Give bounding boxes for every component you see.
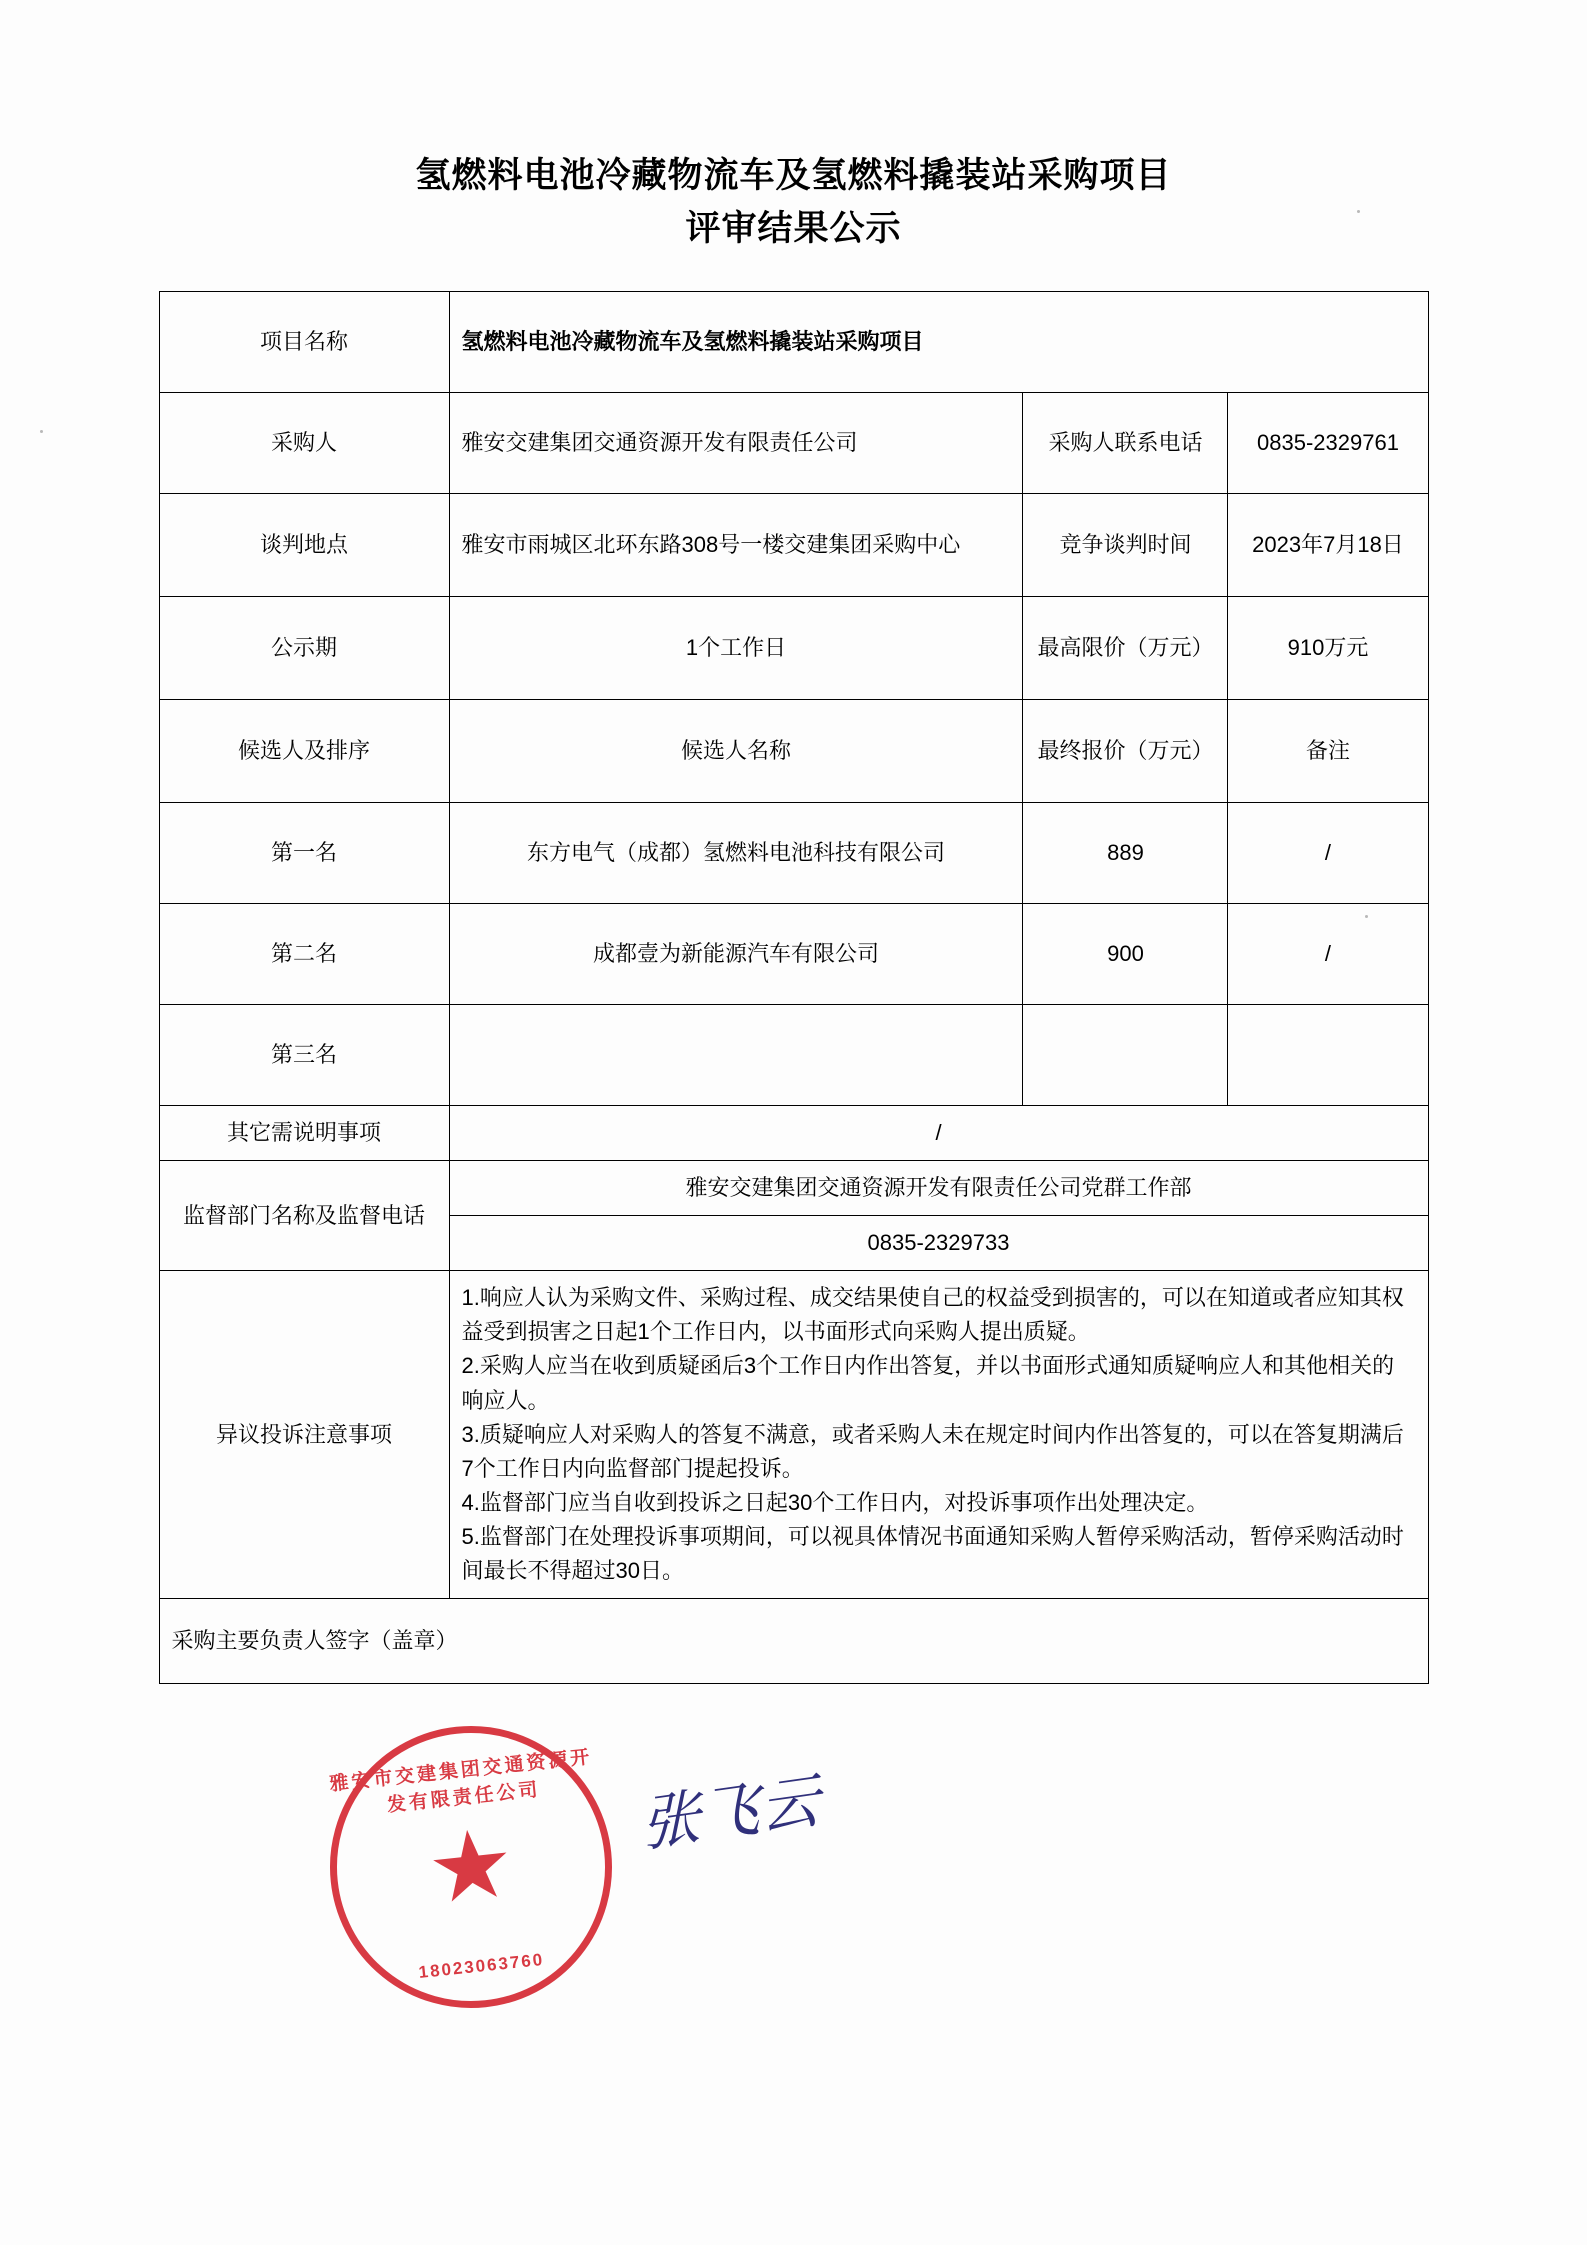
- project-name-label: 项目名称: [159, 292, 449, 393]
- purchaser-value: 雅安交建集团交通资源开发有限责任公司: [449, 393, 1023, 494]
- seal-bottom-text: 18023063760: [417, 1949, 546, 1982]
- complaint-label: 异议投诉注意事项: [159, 1271, 449, 1599]
- table-row-signature: [159, 1599, 1428, 1684]
- negotiation-time-label: 竞争谈判时间: [1023, 494, 1228, 597]
- final-quote-label: 最终报价（万元）: [1023, 700, 1228, 803]
- candidate-quote-2: 900: [1023, 904, 1228, 1005]
- complaint-item-3: 3.质疑响应人对采购人的答复不满意，或者采购人未在规定时间内作出答复的，可以在答复期满后7个工作日内向监督部门提起投诉。: [461, 1421, 1404, 1481]
- table-row-candidate-2: [159, 904, 1428, 1005]
- candidate-rank-2: 第二名: [159, 904, 449, 1005]
- scan-speck: [1357, 210, 1360, 213]
- complaint-notes: [449, 1271, 1428, 1599]
- purchaser-phone-value: 0835-2329761: [1228, 393, 1428, 494]
- negotiation-place-value: 雅安市雨城区北环东路308号一楼交建集团采购中心: [449, 494, 1023, 597]
- other-notes-value: /: [449, 1106, 1428, 1161]
- complaint-item-1: 1.响应人认为采购文件、采购过程、成交结果使自己的权益受到损害的，可以在知道或者应知其权益受到损害之日起1个工作日内，以书面形式向采购人提出质疑。: [461, 1285, 1404, 1345]
- max-price-value: 910万元: [1228, 597, 1428, 700]
- table-row-supervision-dept: [159, 1161, 1428, 1216]
- table-row-candidate-1: [159, 803, 1428, 904]
- seal-top-text: 雅安市交建集团交通资源开发有限责任公司: [328, 1746, 594, 1817]
- table-row-candidate-header: [159, 700, 1428, 803]
- signature-label: 采购主要负责人签字（盖章）: [159, 1599, 1428, 1684]
- candidate-remark-3: [1228, 1005, 1428, 1106]
- table-row-project-name: [159, 292, 1428, 393]
- official-seal-stamp: [316, 1712, 626, 2022]
- result-table-wrapper: [159, 291, 1429, 1684]
- candidate-remark-1: /: [1228, 803, 1428, 904]
- negotiation-place-label: 谈判地点: [159, 494, 449, 597]
- candidate-name-1: 东方电气（成都）氢燃料电池科技有限公司: [449, 803, 1023, 904]
- candidate-name-3: [449, 1005, 1023, 1106]
- supervision-phone-value: 0835-2329733: [449, 1216, 1428, 1271]
- title-line-1: 氢燃料电池冷藏物流车及氢燃料撬装站采购项目: [415, 156, 1172, 195]
- supervision-label: 监督部门名称及监督电话: [159, 1161, 449, 1271]
- candidate-remark-2: /: [1228, 904, 1428, 1005]
- candidate-name-2: 成都壹为新能源汽车有限公司: [449, 904, 1023, 1005]
- publicity-period-value: 1个工作日: [449, 597, 1023, 700]
- supervision-dept-value: 雅安交建集团交通资源开发有限责任公司党群工作部: [449, 1161, 1428, 1216]
- publicity-period-label: 公示期: [159, 597, 449, 700]
- complaint-item-5: 5.监督部门在处理投诉事项期间，可以视具体情况书面通知采购人暂停采购活动，暂停采购活动时间最长不得超过30日。: [461, 1523, 1404, 1584]
- candidate-name-label: 候选人名称: [449, 700, 1023, 803]
- document-title: [0, 0, 1587, 255]
- table-row-candidate-3: [159, 1005, 1428, 1106]
- table-row-purchaser: [159, 393, 1428, 494]
- max-price-label: 最高限价（万元）: [1023, 597, 1228, 700]
- table-row-negotiation-place: [159, 494, 1428, 597]
- table-row-publicity-period: [159, 597, 1428, 700]
- remark-label: 备注: [1228, 700, 1428, 803]
- candidate-rank-3: 第三名: [159, 1005, 449, 1106]
- purchaser-label: 采购人: [159, 393, 449, 494]
- result-table: [159, 291, 1429, 1684]
- project-name-value: 氢燃料电池冷藏物流车及氢燃料撬装站采购项目: [449, 292, 1428, 393]
- handwritten-signature: 张飞云: [639, 1767, 821, 1859]
- purchaser-phone-label: 采购人联系电话: [1023, 393, 1228, 494]
- candidate-quote-3: [1023, 1005, 1228, 1106]
- scan-speck: [1365, 915, 1368, 918]
- table-row-other-notes: [159, 1106, 1428, 1161]
- title-line-2: 评审结果公示: [685, 208, 902, 248]
- table-row-complaint: [159, 1271, 1428, 1599]
- negotiation-time-value: 2023年7月18日: [1228, 494, 1428, 597]
- other-notes-label: 其它需说明事项: [159, 1106, 449, 1161]
- candidate-rank-label: 候选人及排序: [159, 700, 449, 803]
- complaint-item-4: 4.监督部门应当自收到投诉之日起30个工作日内，对投诉事项作出处理决定。: [461, 1489, 1209, 1515]
- scan-speck: [40, 430, 43, 433]
- complaint-item-2: 2.采购人应当在收到质疑函后3个工作日内作出答复，并以书面形式通知质疑响应人和其他相关的响应人。: [461, 1353, 1395, 1413]
- candidate-rank-1: 第一名: [159, 803, 449, 904]
- candidate-quote-1: 889: [1023, 803, 1228, 904]
